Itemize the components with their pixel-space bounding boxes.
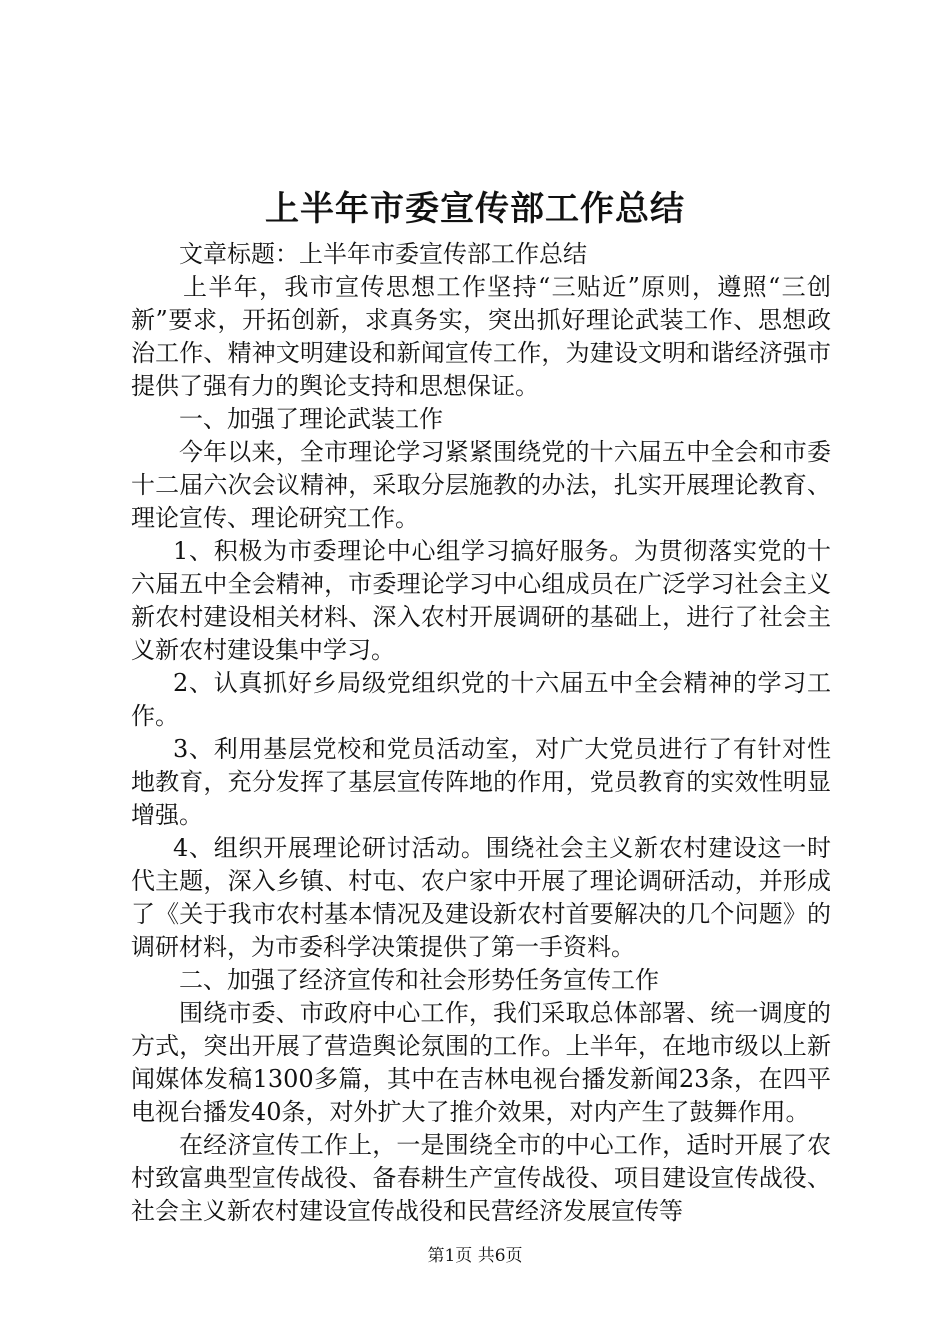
intro-paragraph: 上半年，我市宣传思想工作坚持“三贴近”原则，遵照“三创新”要求，开拓创新，求真务实，突出抓好理论武装工作、思想政治工作、精神文明建设和新闻宣传工作，为建设文明和谐经济强市提供了强有力的舆论支持和思想保证。: [131, 273, 831, 400]
document-body: [131, 238, 831, 1228]
section-heading-2: 二、加强了经济宣传和社会形势任务宣传工作: [179, 966, 659, 994]
section-1-paragraph: 今年以来，全市理论学习紧紧围绕党的十六届五中全会和市委十二届六次会议精神，采取分层施教的办法，扎实开展理论教育、理论宣传、理论研究工作。: [131, 438, 831, 532]
list-item-3: 3、利用基层党校和党员活动室，对广大党员进行了有针对性地教育，充分发挥了基层宣传阵地的作用，党员教育的实效性明显增强。: [131, 735, 831, 829]
list-item-2: 2、认真抓好乡局级党组织党的十六届五中全会精神的学习工作。: [131, 669, 831, 730]
section-heading-1: 一、加强了理论武装工作: [179, 405, 443, 433]
list-item-1: 1、积极为市委理论中心组学习搞好服务。为贯彻落实党的十六届五中全会精神，市委理论学习中心组成员在广泛学习社会主义新农村建设相关材料、深入农村开展调研的基础上，进行了社会主义新农村建设集中学习。: [131, 537, 831, 664]
document-title: 上半年市委宣传部工作总结: [265, 189, 685, 229]
list-item-4: 4、组织开展理论研讨活动。围绕社会主义新农村建设这一时代主题，深入乡镇、村屯、农户家中开展了理论调研活动，并形成了《关于我市农村基本情况及建设新农村首要解决的几个问题》的调研材料，为市委科学决策提供了第一手资料。: [131, 834, 831, 961]
section-2-paragraph-economic: 在经济宣传工作上，一是围绕全市的中心工作，适时开展了农村致富典型宣传战役、备春耕生产宣传战役、项目建设宣传战役、社会主义新农村建设宣传战役和民营经济发展宣传等: [131, 1131, 831, 1225]
page-footer: 第1页 共6页: [427, 1246, 523, 1266]
section-2-paragraph: 围绕市委、市政府中心工作，我们采取总体部署、统一调度的方式，突出开展了营造舆论氛围的工作。上半年，在地市级以上新闻媒体发稿1300多篇，其中在吉林电视台播发新闻23条，在四平电视台播发40条，对外扩大了推介效果，对内产生了鼓舞作用。: [131, 999, 831, 1126]
article-title-line: 文章标题：上半年市委宣传部工作总结: [179, 240, 587, 268]
